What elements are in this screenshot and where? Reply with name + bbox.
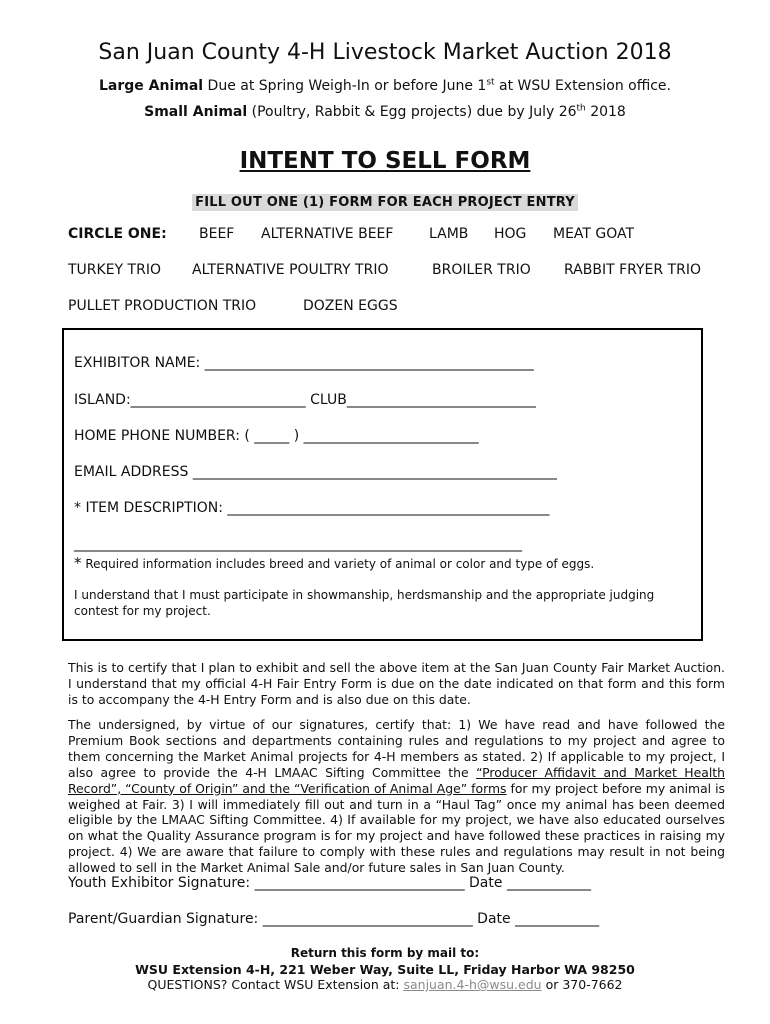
entry-fields-box [62,328,703,641]
item-description-continued[interactable]: ________________________________________________________________ [74,536,522,552]
return-label: Return this form by mail to: [290,946,480,960]
option-rabbit-fryer-trio[interactable]: RABBIT FRYER TRIO [564,262,701,278]
item-description-field[interactable]: * ITEM DESCRIPTION: ______________________________________________ [74,500,550,516]
small-animal-label: Small Animal [144,104,248,120]
home-phone-field[interactable]: HOME PHONE NUMBER: ( _____ ) _________________________ [74,428,479,444]
small-animal-deadline [0,104,770,120]
option-broiler-trio[interactable]: BROILER TRIO [432,262,531,278]
small-animal-sup: th [576,103,586,114]
large-animal-tail: at WSU Extension office. [494,78,671,94]
questions-contact [0,977,770,992]
small-animal-text: (Poultry, Rabbit & Egg projects) due by July 26 [247,104,577,120]
option-meat-goat[interactable]: MEAT GOAT [553,226,635,242]
large-animal-deadline [0,78,770,94]
certify-paragraph-2-rest: for my project before my animal is weighed at Fair. 3) I will immediately fill out and turn in a “Haul Tag” once my animal has been deemed eligible by the LMAAC Sifting Committee. 4) If available for my project, we have also educated ourselves on what the Quality Assurance program is for my project and have followed these practices in raising my project. 4) We are aware that failure to comply with these rules and regulations may result in not being allowed to sell in the Market Animal Sale and/or future sales in San Juan County. [68,780,726,876]
email-address-field[interactable]: EMAIL ADDRESS ____________________________________________________ [74,464,557,480]
page-title: San Juan County 4-H Livestock Market Auction 2018 [98,40,672,65]
option-alternative-poultry-trio[interactable]: ALTERNATIVE POULTRY TRIO [192,262,389,278]
option-alternative-beef[interactable]: ALTERNATIVE BEEF [261,226,394,242]
form-heading: INTENT TO SELL FORM [239,148,531,174]
option-dozen-eggs[interactable]: DOZEN EGGS [303,298,398,314]
exhibitor-name-field[interactable]: EXHIBITOR NAME: _______________________________________________ [74,355,534,371]
required-asterisk: * [74,554,82,572]
large-animal-label: Large Animal [99,78,204,94]
island-club-field[interactable]: ISLAND:_________________________ CLUB___________________________ [74,392,536,408]
certify-paragraph-1: This is to certify that I plan to exhibit and sell the above item at the San Juan County Fair Market Auction. I understand that my official 4-H Fair Entry Form is due on the date indicated on that form and this form is to accompany the 4-H Entry Form and is also due on this date. [68,660,725,707]
banner-wrap [0,191,770,211]
required-info-note [74,555,594,572]
small-animal-tail: 2018 [585,104,626,120]
certify-paragraph-2-intro: The undersigned, by virtue of our signatures, certify that: 1) We have read and have followed the Premium Book sections and departments containing rules and regulations to my project and agree to them concerning the Market Animal projects for 4-H members as stated. 2) If applicable to my project, I also agree to provide the 4-H LMAAC Sifting Committee the [68,717,725,780]
instruction-banner: FILL OUT ONE (1) FORM FOR EACH PROJECT ENTRY [192,194,578,211]
contact-email-link[interactable]: sanjuan.4-h@wsu.edu [403,977,542,992]
option-pullet-production-trio[interactable]: PULLET PRODUCTION TRIO [68,298,257,314]
mailing-address: WSU Extension 4-H, 221 Weber Way, Suite LL, Friday Harbor WA 98250 [135,962,635,977]
certify-paragraph-2 [68,717,725,876]
option-hog[interactable]: HOG [494,226,527,242]
option-turkey-trio[interactable]: TURKEY TRIO [68,262,161,278]
required-forms-link: “Producer Affidavit and Market Health Record”, “County of Origin” and the “Verification of Animal Age” forms [68,764,725,796]
contact-phone: or 370-7662 [541,977,623,992]
option-lamb[interactable]: LAMB [429,226,469,242]
questions-text: QUESTIONS? Contact WSU Extension at: [147,977,404,992]
option-beef[interactable]: BEEF [199,226,235,242]
circle-one-label: CIRCLE ONE: [68,226,167,242]
parent-signature-line[interactable]: Parent/Guardian Signature: ______________________________ Date ____________ [68,911,600,927]
participation-statement: I understand that I must participate in showmanship, herdsmanship and the appropriate judging contest for my project. [74,588,655,618]
youth-signature-line[interactable]: Youth Exhibitor Signature: ______________________________ Date ____________ [68,875,591,891]
required-info-text: Required information includes breed and variety of animal or color and type of eggs. [81,557,595,571]
large-animal-sup: st [486,77,495,88]
large-animal-text: Due at Spring Weigh-In or before June 1 [203,78,487,94]
